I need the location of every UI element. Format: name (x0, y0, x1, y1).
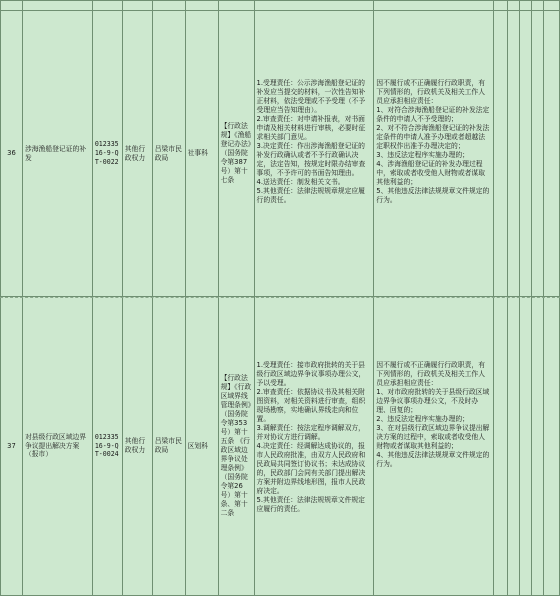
duty-line: 3.调解责任：按法定程序调解双方，并对协议方进行调解。 (256, 423, 365, 441)
office-cell[interactable]: 社事科 (185, 11, 218, 297)
accountability-line: 5、其他违反法律法规规章文件规定的行为。 (376, 186, 490, 204)
legal-basis-cell[interactable]: 【行政法规】《渔船登记办法》（国务院令第387号）第十七条 (218, 11, 254, 297)
empty-cell[interactable] (519, 11, 531, 297)
accountability-line: 因不履行或不正确履行行政职责，有下列情形的，行政机关及相关工作人员应承担相应责任： (376, 361, 486, 387)
header-border-row (1, 1, 560, 11)
empty-cell[interactable] (507, 297, 519, 596)
empty-cell[interactable] (494, 11, 508, 297)
item-code-cell[interactable]: 01233516-9-QT-0022 (92, 11, 122, 297)
duty-line: 2.审查责任：依据协议书及其相关附图资料，对相关资料进行审查，组织现场勘察，实地确认界线走向和位置。 (256, 387, 366, 423)
seq-cell[interactable]: 37 (1, 297, 23, 596)
duties-cell[interactable] (254, 11, 374, 297)
item-name-cell[interactable]: 对县级行政区域边界争议提出解决方案（报市） (22, 297, 92, 596)
category-cell[interactable]: 其他行政权力 (122, 11, 152, 297)
accountability-line: 因不履行或不正确履行行政职责，有下列情形的，行政机关及相关工作人员应承担相应责任： (376, 79, 486, 105)
duty-line: 2.审查责任：对申请补报表，对书面申请及相关材料进行审核，必要时征求相关部门意见。 (256, 114, 366, 141)
department-cell[interactable]: 吕梁市民政局 (152, 11, 185, 297)
accountability-line: 1、对符合涉海渔船登记证的补发法定条件的申请人不予受理的； (376, 105, 490, 123)
item-code-cell[interactable]: 01233516-9-QT-0024 (92, 297, 122, 596)
accountability-line: 3、在对县级行政区域边界争议提出解决方案的过程中，索取或者收受他人财物或者谋取其他利益的； (376, 423, 490, 450)
duty-line: 5.其他责任：法律法规规章规定应履行的责任。 (256, 186, 365, 204)
empty-cell[interactable] (543, 297, 559, 596)
category-cell[interactable]: 其他行政权力 (122, 297, 152, 596)
empty-cell[interactable] (519, 297, 531, 596)
item-name-cell[interactable]: 涉海渔船登记证的补发 (22, 11, 92, 297)
accountability-cell[interactable] (374, 11, 494, 297)
accountability-line: 4、涉海渔船登记证的补发办理过程中，索取或者收受他人财物或者谋取其他利益的； (376, 159, 486, 186)
seq-cell[interactable]: 36 (1, 11, 23, 297)
accountability-cell[interactable] (374, 297, 494, 596)
accountability-line: 4、其他违反法律法规规章文件规定的行为。 (376, 450, 490, 468)
duty-line: 1.受理责任：接市政府批转的关于县级行政区域边界争议事项办理公文，予以受理。 (256, 361, 366, 387)
duties-cell[interactable] (254, 297, 374, 596)
accountability-line: 1、对市政府批转的关于县级行政区域边界争议事项办理公文，不及时办理、回复的； (376, 387, 490, 414)
accountability-line: 3、违反法定程序实施办理的； (376, 150, 469, 159)
department-cell[interactable]: 吕梁市民政局 (152, 297, 185, 596)
accountability-line: 2、违反法定程序实施办理的； (376, 414, 469, 423)
duty-line: 5.其他责任：法律法规规章文件规定应履行的责任。 (256, 495, 365, 513)
page-break-line (0, 297, 560, 298)
table-row (1, 11, 560, 297)
duty-line: 4.决定责任：经调解达成协议的，报市人民政府批准，由双方人民政府和民政局共同签订协议书；未达成协议的，民政部门会同有关部门提出解决方案并附边界线地形图，报市人民政府决定。 (256, 441, 366, 495)
empty-cell[interactable] (494, 297, 508, 596)
empty-cell[interactable] (531, 297, 543, 596)
duty-line: 4.送达责任：制发相关文书。 (256, 177, 345, 186)
duty-line: 3.决定责任：作出涉海渔船登记证的补发行政确认或者不予行政确认决定，法定告知，按规定时限办结审查事项，不予许可的书面告知理由。 (256, 141, 366, 177)
empty-cell[interactable] (531, 11, 543, 297)
table-row (1, 297, 560, 596)
legal-basis-cell[interactable]: 【行政法规】《行政区域界线管理条例》（国务院令第353号）第十五条 《行政区域边界争议处理条例》（国务院令第26号）第十条、第十二条 (218, 297, 254, 596)
office-cell[interactable]: 区划科 (185, 297, 218, 596)
duty-line: 1.受理责任：公示涉海渔船登记证的补发应当提交的材料，一次性告知补正材料，依法受理或不予受理（不予受理应当告知理由）。 (256, 79, 366, 114)
empty-cell[interactable] (543, 11, 559, 297)
empty-cell[interactable] (507, 11, 519, 297)
accountability-line: 2、对不符合涉海渔船登记证的补发法定条件的申请人准予办理或者超越法定职权作出准予办理决定的； (376, 123, 490, 150)
